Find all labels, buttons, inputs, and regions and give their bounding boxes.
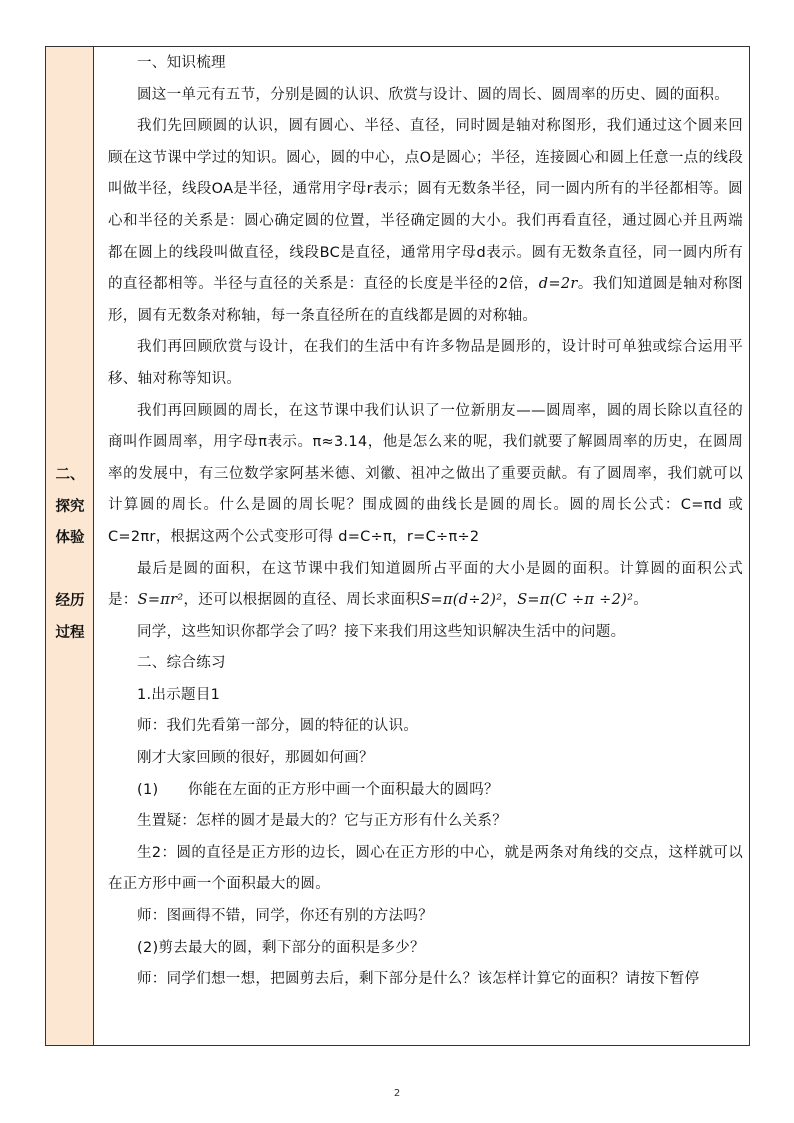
formula-area-circumference: S=π(C ÷π ÷2)² — [517, 592, 634, 609]
content-cell — [94, 47, 749, 1045]
stage-label-line: 体验 — [55, 530, 85, 547]
paragraph-circumference: 我们再回顾圆的周长，在这节课中我们认识了一位新朋友——圆周率，圆的周长除以直径的商叫作圆周率，用字母π表示。π≈3.14，他是怎么来的呢，我们就要了解圆周率的历史，在圆周率的发展中，有三位数学家阿基米德、刘徽、祖冲之做出了重要贡献。有了圆周率，我们就可以计算圆的周长。什么是圆的周长呢？围成圆的曲线长是圆的周长。圆的周长公式：C=πd 或 C=2πr，根据这两个公式变形可得 d=C÷π，r=C÷π÷2 — [108, 402, 743, 545]
paragraph-subquestion-1: (1) 你能在左面的正方形中画一个面积最大的圆吗？ — [137, 781, 499, 798]
formula-area-diameter: S=π(d÷2)² — [420, 592, 503, 609]
paragraph-question-1: 1.出示题目1 — [137, 686, 221, 703]
formula-area-radius: S=πr² — [137, 592, 184, 609]
paragraph-teacher-2: 师：图画得不错，同学，你还有别的方法吗？ — [137, 908, 433, 925]
paragraph-teacher-3: 师：同学们想一想，把圆剪去后，剩下部分是什么？该怎样计算它的面积？请按下暂停 — [137, 971, 700, 988]
paragraph-transition: 同学，这些知识你都学会了吗？接下来我们用这些知识解决生活中的问题。 — [137, 623, 626, 640]
paragraph-text: 。我们知道圆是轴对称图形，圆有无数条对称轴，每一条直径所在的直线都是圆的对称轴。 — [108, 276, 743, 324]
stage-label-spacer — [46, 555, 94, 587]
stage-label-line: 经历 — [55, 593, 85, 610]
page-number: 2 — [393, 1088, 401, 1099]
paragraph-text: 。 — [633, 592, 649, 609]
stage-label-line: 二、 — [55, 467, 85, 483]
paragraph-text: ， — [502, 592, 518, 609]
section-heading-knowledge: 一、知识梳理 — [137, 55, 226, 71]
paragraph-text: 最后是圆的面积，在这节课中我们知道圆所占平面的大小是圆的面积。计算圆的面积公式是： — [108, 560, 743, 609]
paragraph-text: ，还可以根据圆的直径、周长求面积 — [183, 592, 421, 609]
paragraph-student-2: 生2：圆的直径是正方形的边长，圆心在正方形的中心，就是两条对角线的交点，这样就可以在正方形中画一个面积最大的圆。 — [108, 844, 743, 893]
paragraph-area — [108, 554, 743, 617]
paragraph-teacher-1: 师：我们先看第一部分，圆的特征的认识。 — [137, 718, 419, 735]
stage-label-line: 过程 — [55, 624, 85, 641]
paragraph-student-doubt: 生置疑：怎样的圆才是最大的？它与正方形有什么关系？ — [137, 813, 507, 830]
paragraph-subquestion-2: (2)剪去最大的圆，剩下部分的面积是多少？ — [137, 939, 425, 956]
section-heading-practice: 二、综合练习 — [137, 655, 226, 672]
paragraph-text: 我们先回顾圆的认识，圆有圆心、半径、直径，同时圆是轴对称图形，我们通过这个圆来回顾在这节课中学过的知识。圆心，圆的中心，点O是圆心；半径，连接圆心和圆上任意一点的线段叫做半径，线段OA是半径，通常用字母r表示；圆有无数条半径，同一圆内所有的半径都相等。圆心和半径的关系是：圆心确定圆的位置，半径确定圆的大小。我们再看直径，通过圆心并且两端都在圆上的线段叫做直径，线段BC是直径，通常用字母d表示。圆有无数条直径，同一圆内所有的直径都相等。半径与直径的关系是：直径的长度是半径的2倍， — [108, 118, 743, 293]
paragraph-how-to-draw: 刚才大家回顾的很好，那圆如何画？ — [137, 750, 374, 767]
paragraph-unit-overview: 圆这一单元有五节，分别是圆的认识、欣赏与设计、圆的周长、圆周率的历史、圆的面积。 — [137, 86, 729, 103]
lesson-table — [45, 46, 750, 1046]
paragraph-circle-parts — [108, 111, 743, 332]
formula-diameter: d=2r — [538, 276, 578, 293]
stage-label-line: 探究 — [55, 498, 85, 515]
stage-label — [46, 460, 94, 650]
paragraph-design: 我们再回顾欣赏与设计，在我们的生活中有许多物品是圆形的，设计时可单独或综合运用平移、轴对称等知识。 — [108, 339, 743, 387]
stage-column — [46, 47, 94, 1045]
